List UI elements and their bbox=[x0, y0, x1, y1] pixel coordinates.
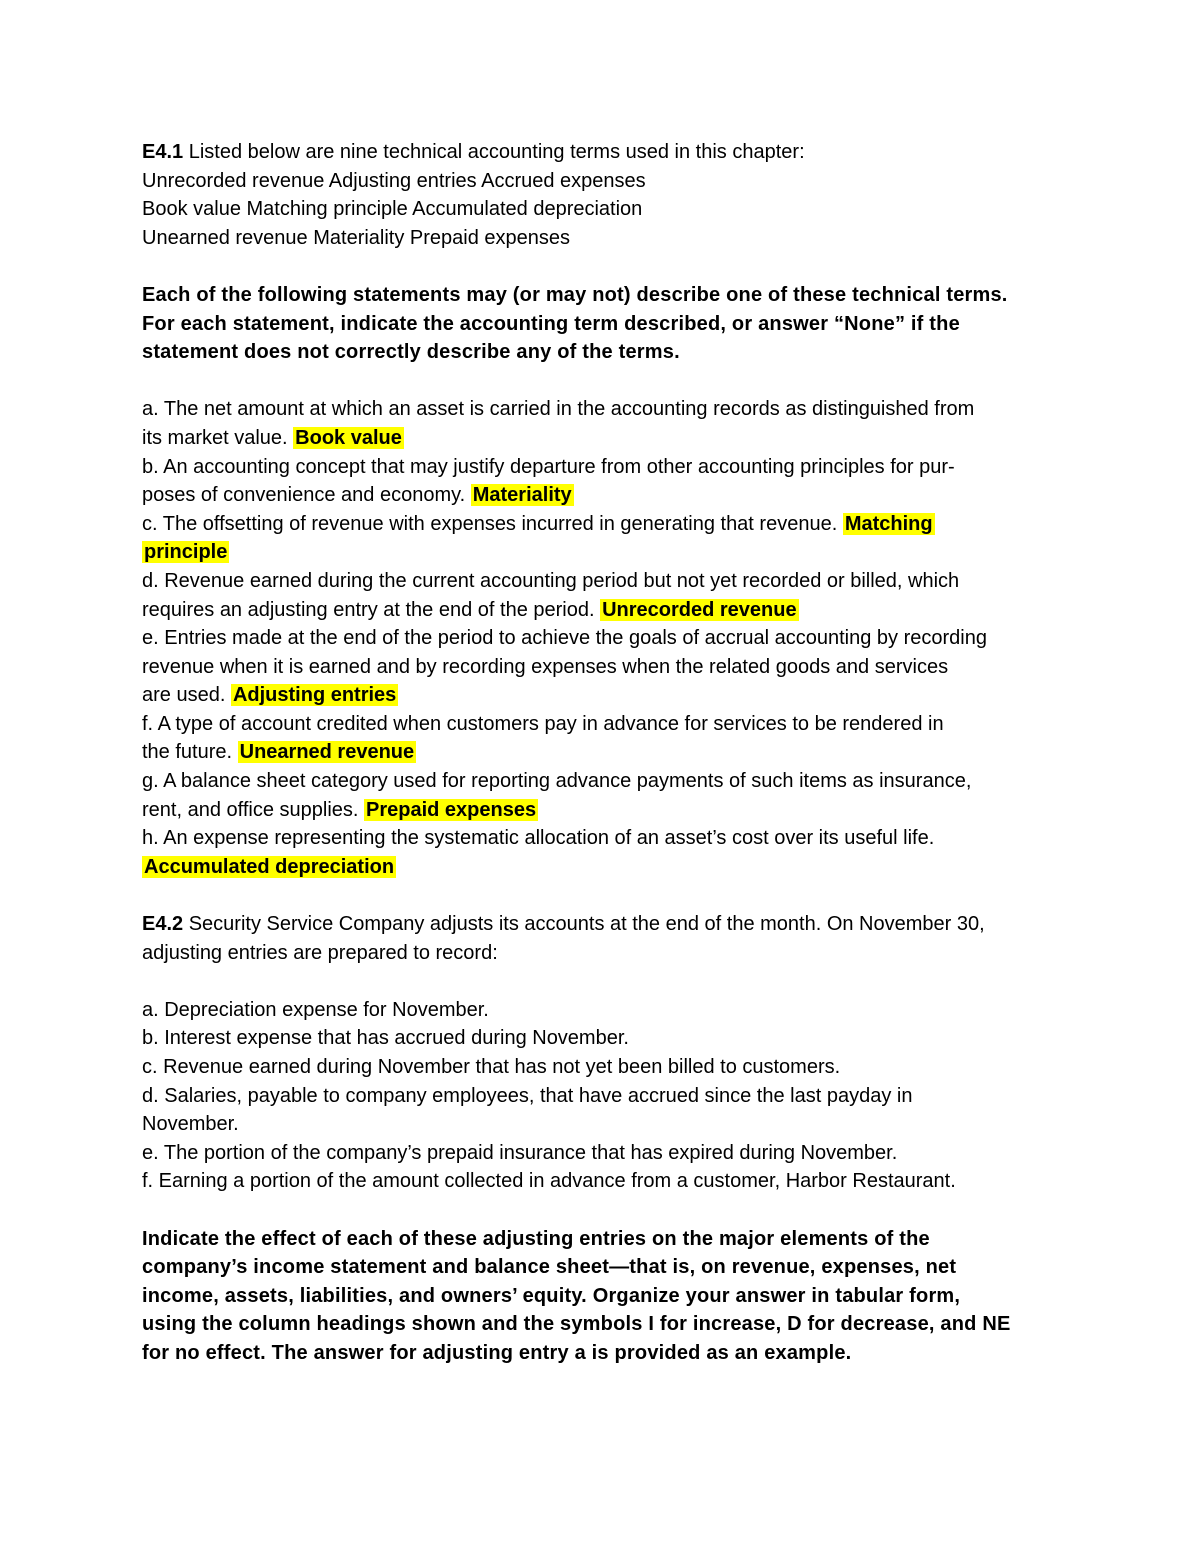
item-e-line: e. Entries made at the end of the period to achieve the goals of accrual accounting by recording bbox=[142, 627, 987, 650]
e42-instructions-line: company’s income statement and balance sheet—that is, on revenue, expenses, net bbox=[142, 1256, 957, 1279]
e42-item: e. The portion of the company’s prepaid insurance that has expired during November. bbox=[142, 1141, 898, 1164]
item-g-line bbox=[142, 796, 1067, 825]
item-a-text: its market value. bbox=[142, 426, 294, 449]
spacer bbox=[142, 252, 1067, 281]
e42-instructions-line: using the column headings shown and the symbols I for increase, D for decrease, and NE bbox=[142, 1313, 1011, 1336]
e42-item: f. Earning a portion of the amount collected in advance from a customer, Harbor Restaurant. bbox=[142, 1170, 956, 1193]
e41-instructions-line: Each of the following statements may (or may not) describe one of these technical terms. bbox=[142, 283, 1008, 306]
spacer bbox=[142, 1196, 1067, 1225]
e41-intro: Listed below are nine technical accounting terms used in this chapter: bbox=[183, 141, 805, 163]
item-e-text: are used. bbox=[142, 684, 231, 707]
item-c-text: c. The offsetting of revenue with expenses incurred in generating that revenue. bbox=[142, 512, 843, 535]
e41-instructions-line: statement does not correctly describe any of the terms. bbox=[142, 341, 680, 364]
e41-terms-line: Book value Matching principle Accumulated depreciation bbox=[142, 198, 643, 221]
item-e-line: revenue when it is earned and by recording expenses when the related goods and services bbox=[142, 655, 949, 678]
spacer bbox=[142, 881, 1067, 910]
item-d-line bbox=[142, 596, 1067, 625]
item-d-text: requires an adjusting entry at the end of the period. bbox=[142, 598, 601, 621]
item-a-line bbox=[142, 424, 1067, 453]
e41-label: E4.1 bbox=[142, 141, 184, 163]
spacer bbox=[142, 967, 1067, 996]
item-e-answer: Adjusting entries bbox=[232, 684, 397, 707]
item-c-answer: Matching bbox=[844, 512, 933, 535]
e42-instructions-line: income, assets, liabilities, and owners’ equity. Organize your answer in tabular form, bbox=[142, 1284, 961, 1307]
item-d-answer: Unrecorded revenue bbox=[602, 598, 797, 621]
e42-instructions-line: Indicate the effect of each of these adjusting entries on the major elements of the bbox=[142, 1227, 930, 1250]
document-page bbox=[142, 138, 1067, 1368]
e41-instructions-line: For each statement, indicate the accounting term described, or answer “None” if the bbox=[142, 312, 960, 335]
e42-intro-line bbox=[142, 910, 1067, 939]
e42-item: c. Revenue earned during November that has not yet been billed to customers. bbox=[142, 1056, 841, 1078]
e42-item: November. bbox=[142, 1113, 239, 1136]
e42-item: d. Salaries, payable to company employees, that have accrued since the last payday in bbox=[142, 1084, 913, 1107]
item-f-line: f. A type of account credited when customers pay in advance for services to be rendered in bbox=[142, 712, 944, 735]
e41-intro-line bbox=[142, 138, 1067, 167]
e42-item: b. Interest expense that has accrued during November. bbox=[142, 1027, 629, 1050]
item-b-line bbox=[142, 481, 1067, 510]
e42-intro-line: adjusting entries are prepared to record: bbox=[142, 941, 498, 964]
item-d-line: d. Revenue earned during the current accounting period but not yet recorded or billed, which bbox=[142, 569, 960, 592]
spacer bbox=[142, 367, 1067, 396]
e41-terms-line: Unrecorded revenue Adjusting entries Accrued expenses bbox=[142, 169, 646, 192]
item-g-text: rent, and office supplies. bbox=[142, 798, 364, 821]
item-a-answer: Book value bbox=[295, 426, 402, 449]
item-a-line: a. The net amount at which an asset is carried in the accounting records as distinguished from bbox=[142, 398, 975, 421]
e42-item: a. Depreciation expense for November. bbox=[142, 998, 489, 1021]
item-b-text: poses of convenience and economy. bbox=[142, 484, 471, 507]
item-c-line bbox=[142, 538, 1067, 567]
e42-intro: Security Service Company adjusts its accounts at the end of the month. On November 30, bbox=[183, 913, 985, 936]
item-c-line bbox=[142, 510, 1067, 539]
item-h-answer: Accumulated depreciation bbox=[144, 855, 395, 878]
item-f-line bbox=[142, 738, 1067, 767]
item-b-line: b. An accounting concept that may justify departure from other accounting principles for pur- bbox=[142, 455, 955, 478]
item-e-line bbox=[142, 681, 1067, 710]
item-h-line bbox=[142, 853, 1067, 882]
item-f-answer: Unearned revenue bbox=[239, 741, 415, 764]
e42-instructions-line: for no effect. The answer for adjusting entry a is provided as an example. bbox=[142, 1341, 852, 1364]
item-b-answer: Materiality bbox=[472, 484, 572, 507]
e41-terms-line: Unearned revenue Materiality Prepaid expenses bbox=[142, 226, 571, 249]
item-g-answer: Prepaid expenses bbox=[366, 798, 537, 821]
e42-label: E4.2 bbox=[142, 913, 184, 936]
item-h-line: h. An expense representing the systematic allocation of an asset’s cost over its useful life. bbox=[142, 827, 935, 850]
item-c-answer-cont: principle bbox=[144, 541, 228, 564]
item-f-text: the future. bbox=[142, 741, 238, 764]
item-g-line: g. A balance sheet category used for reporting advance payments of such items as insurance, bbox=[142, 770, 972, 793]
